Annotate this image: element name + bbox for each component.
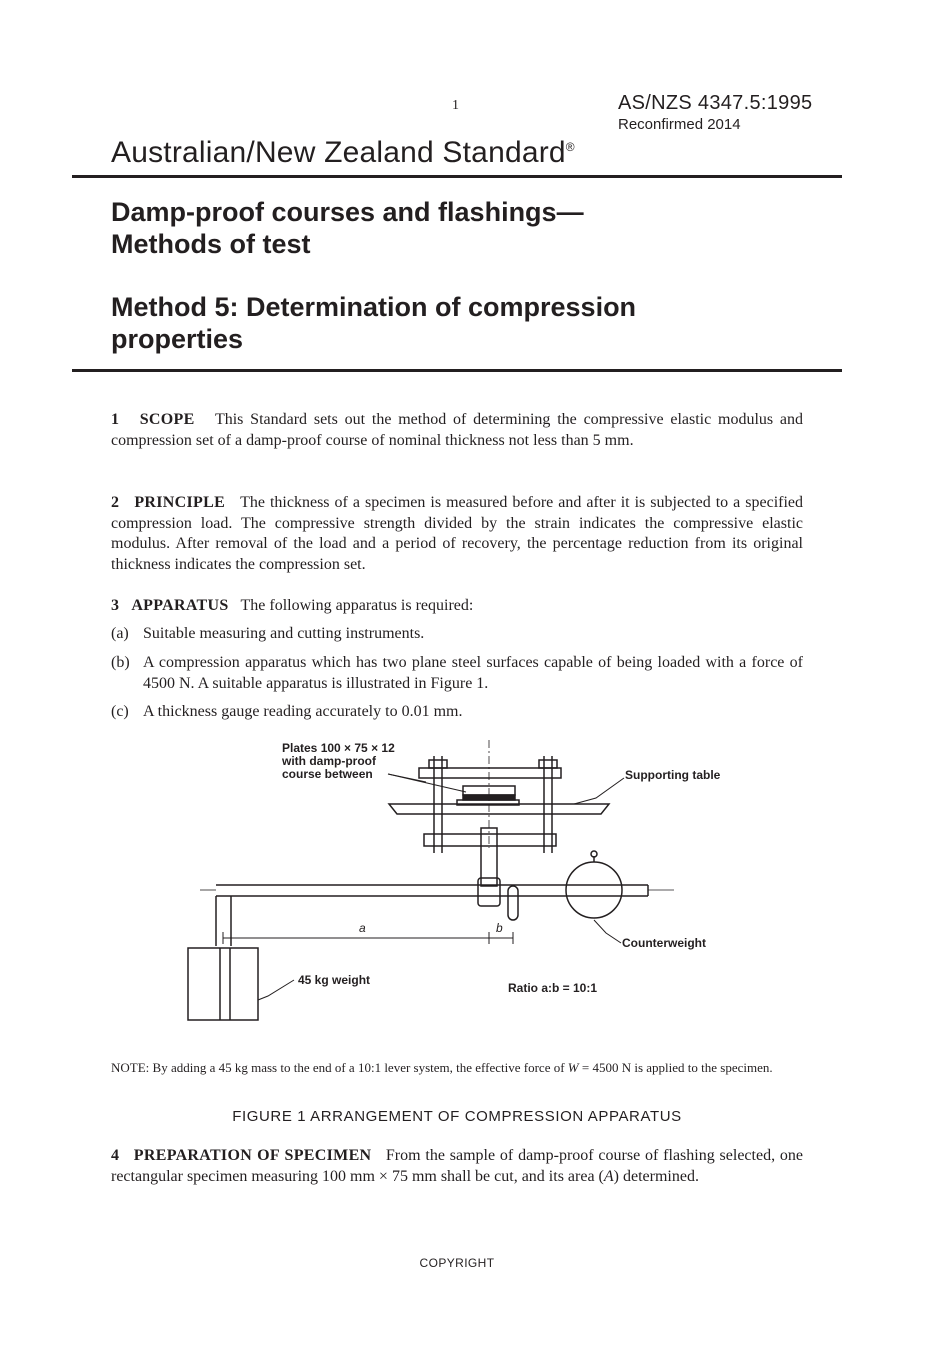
copyright-footer: COPYRIGHT xyxy=(419,1256,495,1270)
top-plate xyxy=(419,768,561,778)
figure-caption: FIGURE 1 ARRANGEMENT OF COMPRESSION APPARATUS xyxy=(232,1108,682,1125)
dimension-b-label: b xyxy=(496,921,503,935)
section-heading: APPARATUS xyxy=(131,597,229,614)
method-title-line-1: Method 5: Determination of compression xyxy=(111,292,637,322)
reconfirmed-note: Reconfirmed 2014 xyxy=(618,116,741,133)
counterweight xyxy=(566,862,622,918)
title-line-1: Damp-proof courses and flashings— xyxy=(111,197,584,227)
registered-mark: ® xyxy=(565,140,575,154)
list-item xyxy=(111,702,803,723)
series-title-text: Australian/New Zealand Standard xyxy=(111,136,566,169)
counterweight-label: Counterweight xyxy=(622,936,706,950)
list-item-label: (b) xyxy=(111,654,130,671)
right-nut xyxy=(539,760,557,768)
section-principle xyxy=(111,493,803,575)
plates-label-line-1: Plates 100 × 75 × 12 xyxy=(282,741,395,755)
weight-leader xyxy=(258,980,294,1000)
section-text: This Standard sets out the method of determining the compressive elastic modulus and compression set of a damp-proof course of nominal thickness not less than 5 mm. xyxy=(111,411,804,449)
section-text: The following apparatus is required: xyxy=(240,597,474,614)
section-heading: PREPARATION OF SPECIMEN xyxy=(133,1147,372,1164)
fulcrum xyxy=(508,886,518,920)
section-number: 2 xyxy=(111,494,120,511)
compression-apparatus-diagram xyxy=(176,738,736,1030)
list-item-text: Suitable measuring and cutting instruments. xyxy=(143,625,425,642)
title-line-2: Methods of test xyxy=(111,229,311,259)
plates-label-line-3: course between xyxy=(282,767,373,781)
figure-note xyxy=(111,1059,805,1076)
area-variable: A xyxy=(603,1167,614,1185)
note-text: NOTE: By adding a 45 kg mass to the end of a 10:1 lever system, the effective force of xyxy=(111,1060,568,1075)
document-title xyxy=(111,196,831,260)
section-number: 3 xyxy=(111,597,120,614)
section-heading: PRINCIPLE xyxy=(134,494,226,511)
list-item-text: A thickness gauge reading accurately to 0.01 mm. xyxy=(143,703,463,720)
section-text: The thickness of a specimen is measured before and after it is subjected to a specified compression load. The compressive strength divided by the strain indicates the compressive elastic modulus. After removal of the load and a period of recovery, the percentage reduction from its original thickness indicates the compression set. xyxy=(111,494,804,573)
plates-label-line-2: with damp-proof xyxy=(282,754,376,768)
method-title-line-2: properties xyxy=(111,324,244,354)
list-item-label: (a) xyxy=(111,625,129,642)
method-title xyxy=(111,291,831,355)
section-scope xyxy=(111,410,803,451)
list-item-label: (c) xyxy=(111,703,129,720)
counterweight-leader xyxy=(594,920,621,943)
series-title xyxy=(111,136,575,170)
page-number: 1 xyxy=(452,98,459,113)
ratio-label: Ratio a:b = 10:1 xyxy=(508,981,598,995)
title-rule xyxy=(72,369,842,372)
note-text-end: = 4500 N is applied to the specimen. xyxy=(578,1060,773,1075)
header-rule xyxy=(72,175,842,178)
table-leader xyxy=(574,778,624,804)
section-preparation xyxy=(111,1146,803,1187)
section-number: 4 xyxy=(111,1147,120,1164)
weight-block xyxy=(188,948,258,1020)
left-nut xyxy=(429,760,447,768)
section-text-end: ) determined. xyxy=(613,1167,699,1185)
weight-label: 45 kg weight xyxy=(298,973,371,987)
dimension-a-label: a xyxy=(359,921,366,935)
section-apparatus xyxy=(111,596,803,617)
supporting-table-label: Supporting table xyxy=(625,768,721,782)
section-text: From the sample of damp-proof course of flashing selected, one rectangular specimen measuring 100 mm × 75 mm shall be cut, and its area ( xyxy=(111,1147,803,1185)
standard-number: AS/NZS 4347.5:1995 xyxy=(618,92,813,114)
note-variable: W xyxy=(567,1060,579,1075)
lower-plate xyxy=(424,834,556,846)
section-number: 1 xyxy=(111,411,120,428)
list-item-text: A compression apparatus which has two plane steel surfaces capable of being loaded with a force of 4500 N. A suitable apparatus is illustrated in Figure 1. xyxy=(143,654,803,692)
list-item xyxy=(111,653,803,694)
section-heading: SCOPE xyxy=(139,411,195,428)
list-item xyxy=(111,624,803,645)
